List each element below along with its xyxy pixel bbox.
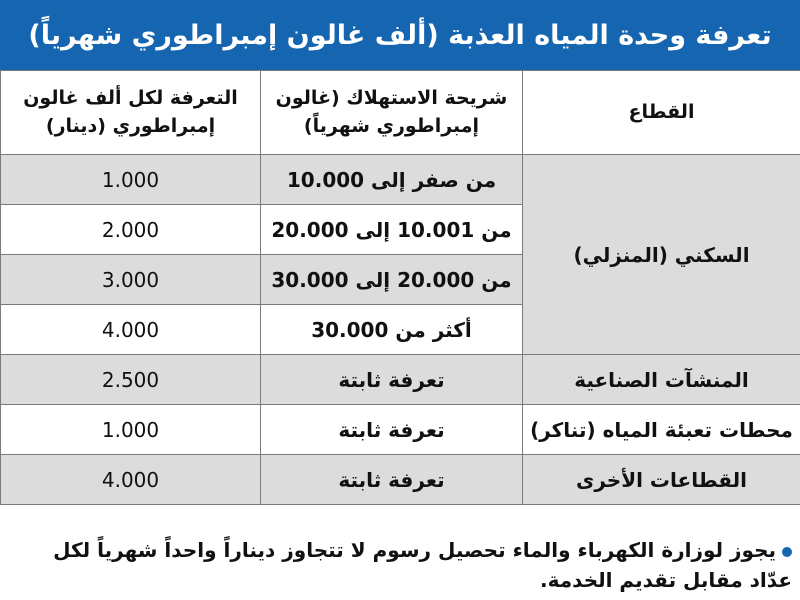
rate-cell: 4.000 xyxy=(1,455,261,505)
band-cell: أكثر من 30.000 xyxy=(261,305,523,355)
sector-residential: السكني (المنزلي) xyxy=(523,155,800,355)
tariff-table xyxy=(0,70,800,505)
band-cell: تعرفة ثابتة xyxy=(261,455,523,505)
footnote-text: يجوز لوزارة الكهرباء والماء تحصيل رسوم لا تتجاوز ديناراً واحداً شهرياً لكل عدّاد مقابل تقديم الخدمة. xyxy=(53,538,792,592)
table-title: تعرفة وحدة المياه العذبة (ألف غالون إمبراطوري شهرياً) xyxy=(0,0,800,70)
band-cell: من صفر إلى 10.000 xyxy=(261,155,523,205)
header-rate: التعرفة لكل ألف غالون إمبراطوري (دينار) xyxy=(1,71,261,155)
footnote xyxy=(0,535,800,595)
band-cell: تعرفة ثابتة xyxy=(261,405,523,455)
sector-water-stations: محطات تعبئة المياه (تناكر) xyxy=(523,405,800,455)
table-row xyxy=(1,405,800,455)
sector-industrial: المنشآت الصناعية xyxy=(523,355,800,405)
table-row xyxy=(1,455,800,505)
rate-cell: 2.500 xyxy=(1,355,261,405)
table-row xyxy=(1,355,800,405)
sector-other: القطاعات الأخرى xyxy=(523,455,800,505)
header-band: شريحة الاستهلاك (غالون إمبراطوري شهرياً) xyxy=(261,71,523,155)
band-cell: من 20.000 إلى 30.000 xyxy=(261,255,523,305)
table-row xyxy=(1,155,800,205)
rate-cell: 3.000 xyxy=(1,255,261,305)
rate-cell: 1.000 xyxy=(1,155,261,205)
rate-cell: 2.000 xyxy=(1,205,261,255)
header-sector: القطاع xyxy=(523,71,800,155)
rate-cell: 4.000 xyxy=(1,305,261,355)
header-row xyxy=(1,71,800,155)
band-cell: من 10.001 إلى 20.000 xyxy=(261,205,523,255)
rate-cell: 1.000 xyxy=(1,405,261,455)
band-cell: تعرفة ثابتة xyxy=(261,355,523,405)
bullet-icon xyxy=(782,547,792,557)
